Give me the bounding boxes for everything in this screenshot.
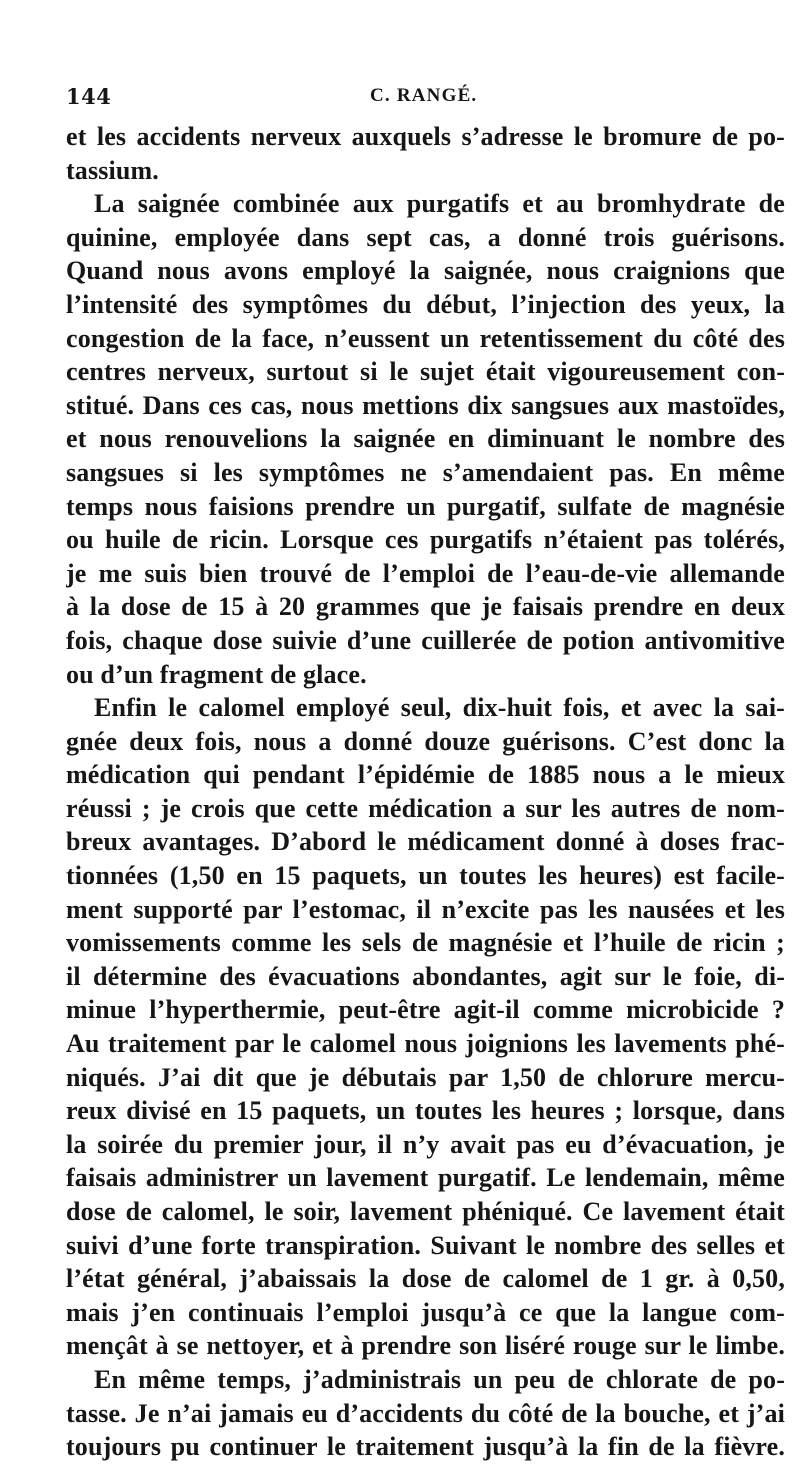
paragraph-first-line: Enfin le calomel employé seul, dix-huit fois, et avec la sai- bbox=[94, 693, 785, 723]
text-line: ment supporté par l’estomac, il n’excite pas les nausées et les bbox=[66, 894, 785, 924]
text-line: dose de calomel, le soir, lavement phéniqué. Ce lavement était bbox=[66, 1197, 785, 1226]
text-line: centres nerveux, surtout si le sujet était vigoureusement con- bbox=[66, 357, 785, 387]
text-line: tassium. bbox=[66, 155, 159, 185]
text-line: fois, chaque dose suivie d’une cuillerée de potion antivomitive bbox=[66, 625, 785, 655]
text-line: Au traitement par le calomel nous joignions les lavements phé- bbox=[66, 1029, 785, 1059]
text-line: ou d’un fragment de glace. bbox=[66, 659, 367, 689]
running-head-author: C. RANGÉ. bbox=[370, 85, 478, 106]
text-line: la soirée du premier jour, il n’y avait pas eu d’évacuation, je bbox=[66, 1129, 785, 1159]
text-line: à la dose de 15 à 20 grammes que je faisais prendre en deux bbox=[66, 592, 785, 622]
text-line: temps nous faisions prendre un purgatif, sulfate de magnésie bbox=[66, 491, 785, 521]
running-head bbox=[66, 84, 786, 118]
text-line: toujours pu continuer le traitement jusqu’à la fin de la fièvre. bbox=[66, 1432, 785, 1462]
text-line: reux divisé en 15 paquets, un toutes les heures ; lorsque, dans bbox=[66, 1096, 785, 1126]
text-line: ou huile de ricin. Lorsque ces purgatifs n’étaient pas tolérés, bbox=[66, 525, 785, 555]
text-line: et les accidents nerveux auxquels s’adresse le bromure de po- bbox=[66, 122, 785, 151]
text-line: breux avantages. D’abord le médicament donné à doses frac- bbox=[66, 827, 785, 857]
text-line: niqués. J’ai dit que je débutais par 1,50 de chlorure mercu- bbox=[66, 1062, 785, 1092]
text-line: tasse. Je n’ai jamais eu d’accidents du côté de la bouche, et j’ai bbox=[66, 1398, 785, 1428]
text-line: mais j’en continuais l’emploi jusqu’à ce que la langue com- bbox=[66, 1297, 785, 1327]
text-line: Quand nous avons employé la saignée, nous craignions que bbox=[66, 256, 785, 286]
text-line: minue l’hyperthermie, peut-être agit-il comme microbicide ? bbox=[66, 995, 785, 1025]
text-line: suivi d’une forte transpiration. Suivant le nombre des selles et bbox=[66, 1230, 785, 1260]
page-number: 144 bbox=[66, 84, 112, 109]
text-line: vomissements comme les sels de magnésie et l’huile de ricin ; bbox=[66, 928, 785, 958]
text-line: stitué. Dans ces cas, nous mettions dix sangsues aux mastoïdes, bbox=[66, 390, 785, 420]
text-line: je me suis bien trouvé de l’emploi de l’eau-de-vie allemande bbox=[66, 558, 785, 588]
text-line: il détermine des évacuations abondantes, agit sur le foie, di- bbox=[66, 961, 785, 991]
body-text bbox=[66, 120, 785, 1464]
text-line: mençât à se nettoyer, et à prendre son liséré rouge sur le limbe. bbox=[66, 1331, 785, 1361]
text-line: et nous renouvelions la saignée en diminuant le nombre des bbox=[66, 424, 785, 454]
text-line: l’intensité des symptômes du début, l’injection des yeux, la bbox=[66, 289, 785, 319]
text-line: gnée deux fois, nous a donné douze guérisons. C’est donc la bbox=[66, 726, 785, 756]
text-line: médication qui pendant l’épidémie de 1885 nous a le mieux bbox=[66, 760, 785, 790]
paragraph-first-line: La saignée combinée aux purgatifs et au bromhydrate de bbox=[94, 189, 785, 219]
text-line: congestion de la face, n’eussent un retentissement du côté des bbox=[66, 323, 785, 353]
text-line: faisais administrer un lavement purgatif. Le lendemain, même bbox=[66, 1163, 785, 1193]
text-line: réussi ; je crois que cette médication a sur les autres de nom- bbox=[66, 793, 785, 823]
text-line: sangsues si les symptômes ne s’amendaient pas. En même bbox=[66, 457, 785, 487]
text-line: l’état général, j’abaissais la dose de calomel de 1 gr. à 0,50, bbox=[66, 1264, 785, 1294]
text-line: tionnées (1,50 en 15 paquets, un toutes les heures) est facile- bbox=[66, 861, 785, 891]
text-line: quinine, employée dans sept cas, a donné trois guérisons. bbox=[66, 222, 785, 252]
paragraph-first-line: En même temps, j’administrais un peu de chlorate de po- bbox=[94, 1364, 785, 1394]
